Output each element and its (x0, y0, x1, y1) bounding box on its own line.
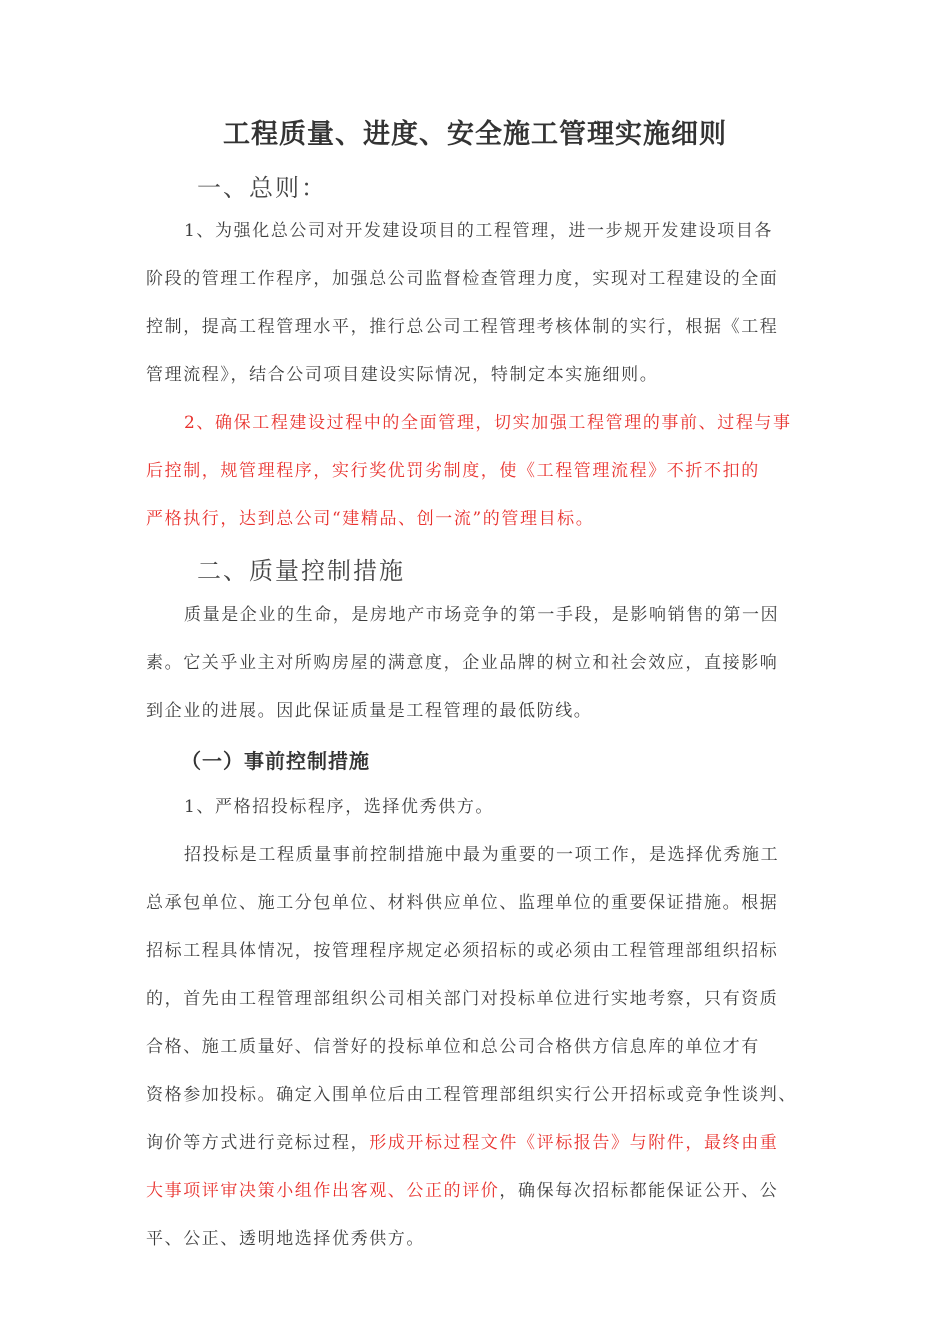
paragraph-line: 阶段的管理工作程序，加强总公司监督检查管理力度，实现对工程建设的全面 (146, 269, 779, 289)
subsection-heading: （一）事前控制措施 (181, 749, 370, 773)
paragraph-line: 质量是企业的生命，是房地产市场竞争的第一手段，是影响销售的第一因 (184, 605, 780, 625)
paragraph-line: 资格参加投标。确定入围单位后由工程管理部组织实行公开招标或竞争性谈判、 (146, 1085, 797, 1105)
paragraph-line: 控制，提高工程管理水平，推行总公司工程管理考核体制的实行，根据《工程 (146, 317, 779, 337)
highlighted-text: 大事项评审决策小组作出客观、公正的评价 (146, 1181, 500, 1201)
highlighted-paragraph-line: 后控制，规管理程序，实行奖优罚劣制度，使《工程管理流程》不折不扣的 (146, 461, 760, 481)
page-title: 工程质量、进度、安全施工管理实施细则 (223, 119, 727, 150)
paragraph-line: 的，首先由工程管理部组织公司相关部门对投标单位进行实地考察，只有资质 (146, 989, 779, 1009)
paragraph-line: 合格、施工质量好、信誉好的投标单位和总公司合格供方信息库的单位才有 (146, 1037, 760, 1057)
section-heading-general: 一、总则： (197, 174, 327, 202)
highlighted-paragraph-line: 严格执行，达到总公司“建精品、创一流”的管理目标。 (146, 509, 595, 529)
paragraph-line: 招投标是工程质量事前控制措施中最为重要的一项工作，是选择优秀施工 (184, 845, 780, 865)
paragraph-line: 1、为强化总公司对开发建设项目的工程管理，进一步规开发建设项目各 (184, 221, 774, 241)
mixed-paragraph-line (146, 1179, 778, 1203)
paragraph-text: ，确保每次招标都能保证公开、公 (499, 1181, 779, 1201)
highlighted-paragraph-line: 2、确保工程建设过程中的全面管理，切实加强工程管理的事前、过程与事 (184, 413, 792, 433)
paragraph-line: 到企业的进展。因此保证质量是工程管理的最低防线。 (146, 701, 593, 721)
paragraph-line: 管理流程》，结合公司项目建设实际情况，特制定本实施细则。 (146, 365, 659, 385)
paragraph-line: 总承包单位、施工分包单位、材料供应单位、监理单位的重要保证措施。根据 (146, 893, 779, 913)
paragraph-line: 招标工程具体情况，按管理程序规定必须招标的或必须由工程管理部组织招标 (146, 941, 779, 961)
list-item: 1、严格招投标程序，选择优秀供方。 (184, 797, 495, 817)
highlighted-text: 形成开标过程文件《评标报告》与附件，最终由重 (369, 1133, 779, 1153)
paragraph-text: 询价等方式进行竞标过程， (146, 1133, 370, 1153)
section-heading-quality: 二、质量控制措施 (197, 557, 405, 585)
paragraph-line: 素。它关乎业主对所购房屋的满意度，企业品牌的树立和社会效应，直接影响 (146, 653, 779, 673)
mixed-paragraph-line (146, 1131, 778, 1155)
paragraph-line: 平、公正、透明地选择优秀供方。 (146, 1229, 425, 1249)
